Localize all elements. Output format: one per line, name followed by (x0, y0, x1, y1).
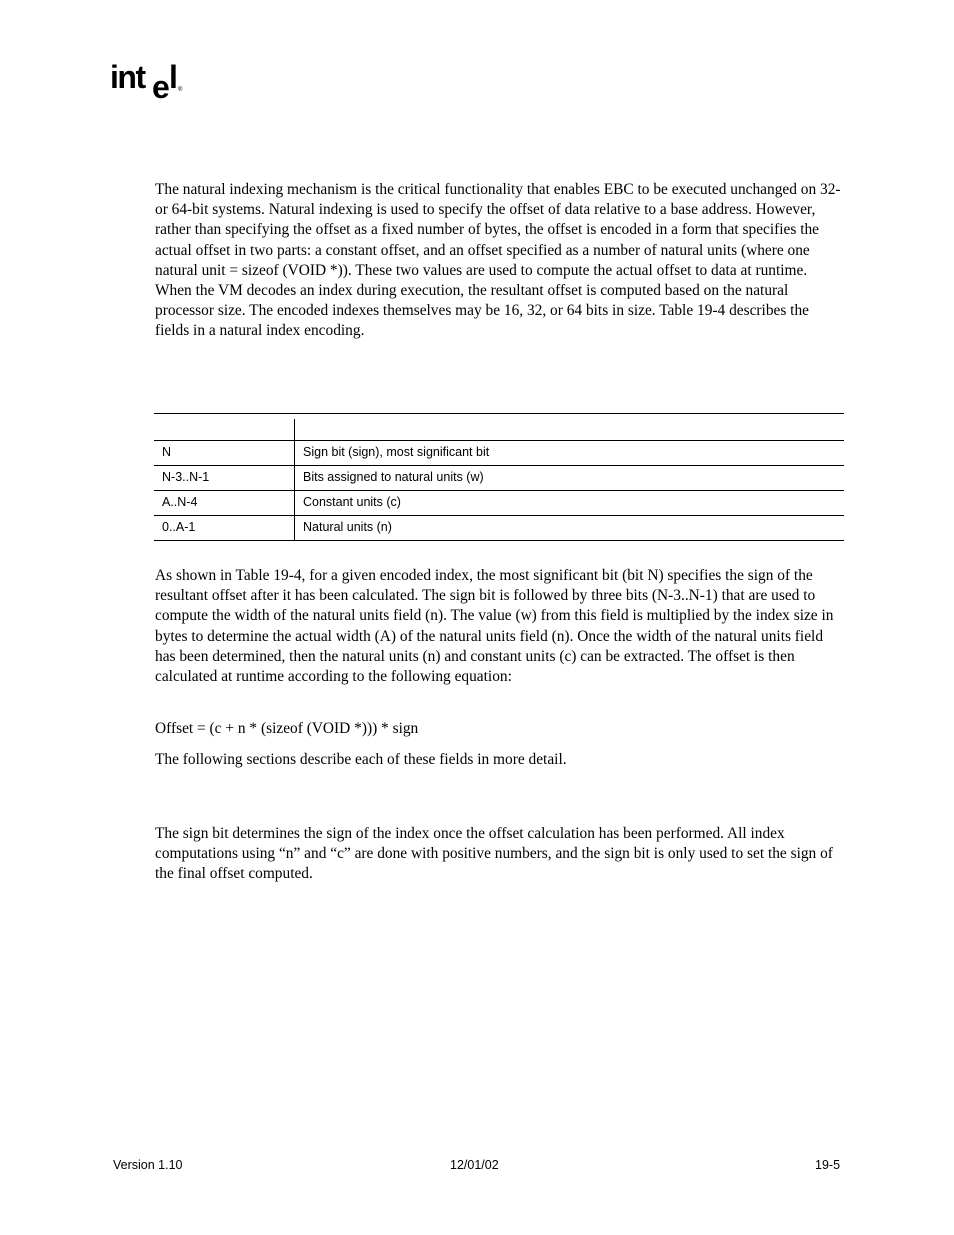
table-row (154, 516, 844, 541)
table-cell-description: Sign bit (sign), most significant bit (303, 445, 490, 459)
svg-text:l: l (169, 59, 178, 95)
explanation-paragraph: As shown in Table 19-4, for a given encoded index, the most significant bit (bit N) specifies the sign of the resultant offset after it has been calculated. The sign bit is followed by three bits (N-3..N-1) that are used to compute the width of the natural units field (n). The value (w) from this field is multiplied by the index size in bytes to determine the actual width (A) of the natural units field (n). Once the width of the natural units field has been determined, then the natural units (n) and constant units (c) can be extracted. The offset is then calculated at runtime according to the following equation: (155, 567, 834, 686)
table-cell-description: Constant units (c) (303, 495, 401, 509)
table-cell-description: Bits assigned to natural units (w) (303, 470, 484, 484)
table-row (154, 441, 844, 466)
table-column-divider (294, 419, 295, 440)
table-column-divider (294, 491, 295, 515)
table-cell-description: Natural units (n) (303, 520, 392, 534)
svg-text:®: ® (178, 87, 183, 93)
footer-page-number: 19-5 (815, 1158, 841, 1172)
intel-logo-graphic (110, 58, 190, 106)
table-cell-bits: N (162, 445, 172, 459)
sections-intro-paragraph: The following sections describe each of these fields in more detail. (155, 751, 567, 768)
offset-equation: Offset = (c + n * (sizeof (VOID *))) * sign (155, 720, 419, 737)
intro-paragraph: The natural indexing mechanism is the critical functionality that enables EBC to be executed unchanged on 32- or 64-bit systems. Natural indexing is used to specify the offset of data relative to a base address. However, rather than specifying the offset as a fixed number of bytes, the offset is encoded in a form that specifies the actual offset in two parts: a constant offset, and an offset specified as a number of natural units (where one natural unit = sizeof (VOID *)). These two values are used to compute the actual offset to data at runtime. When the VM decodes an index during execution, the resultant offset is computed based on the natural processor size. The encoded indexes themselves may be 16, 32, or 64 bits in size. Table 19-4 describes the fields in a natural index encoding. (155, 181, 841, 340)
sign-bit-paragraph: The sign bit determines the sign of the index once the offset calculation has been performed. All index computations using “n” and “c” are done with positive numbers, and the sign bit is only used to set the sign of the final offset computed. (155, 825, 833, 883)
table-row (154, 491, 844, 516)
table-header-row (154, 414, 844, 441)
natural-index-table (154, 413, 844, 541)
intel-logo (110, 58, 190, 106)
table-cell-bits: 0..A-1 (162, 520, 196, 534)
table-column-divider (294, 516, 295, 540)
table-row (154, 466, 844, 491)
footer-version: Version 1.10 (113, 1158, 183, 1172)
svg-text:int: int (110, 59, 145, 95)
footer-date: 12/01/02 (450, 1158, 499, 1172)
table-column-divider (294, 466, 295, 490)
table-cell-bits: A..N-4 (162, 495, 198, 509)
table-cell-bits: N-3..N-1 (162, 470, 210, 484)
table-column-divider (294, 441, 295, 465)
svg-text:e: e (152, 69, 169, 105)
